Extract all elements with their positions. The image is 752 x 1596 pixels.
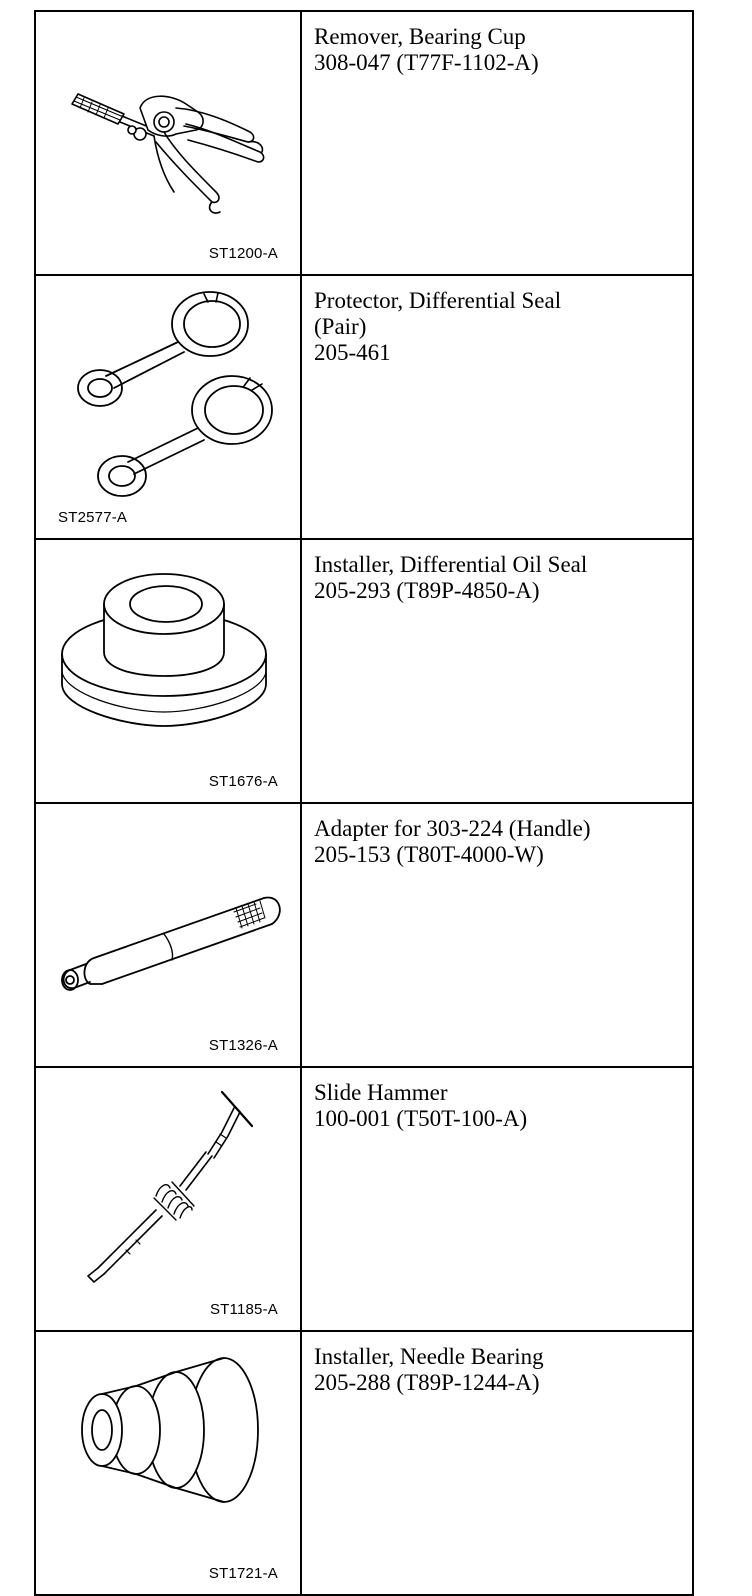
table-row (35, 1331, 693, 1595)
tool-illustration-cell (35, 803, 301, 1067)
tool-illustration-cell (35, 275, 301, 539)
tool-description-cell (301, 803, 693, 1067)
tool-illustration-cell (35, 1331, 301, 1595)
table-row (35, 275, 693, 539)
table-row (35, 1067, 693, 1331)
tool-description-cell (301, 1067, 693, 1331)
tool-name: Remover, Bearing Cup (314, 24, 526, 49)
table-row (35, 803, 693, 1067)
table-row (35, 11, 693, 275)
tool-illustration-cell (35, 1067, 301, 1331)
tool-illustration-cell (35, 11, 301, 275)
image-code: ST1326-A (208, 1037, 278, 1054)
tool-number: 205-293 (T89P-4850-A) (314, 578, 540, 603)
tool-number: 205-153 (T80T-4000-W) (314, 842, 544, 867)
tool-name: Installer, Needle Bearing (314, 1344, 544, 1369)
tool-number: 100-001 (T50T-100-A) (314, 1106, 528, 1131)
tool-name: Adapter for 303-224 (Handle) (314, 816, 591, 841)
bearing-cup-remover-icon (36, 12, 300, 262)
differential-seal-protector-icon (36, 276, 300, 526)
tool-name: Slide Hammer (314, 1080, 448, 1105)
tool-description-cell (301, 275, 693, 539)
image-code: ST1200-A (208, 245, 278, 262)
image-code: ST1676-A (208, 773, 278, 790)
tool-description-cell (301, 539, 693, 803)
tool-description-cell (301, 1331, 693, 1595)
image-code: ST2577-A (58, 509, 128, 526)
differential-oil-seal-installer-icon (36, 540, 300, 790)
image-code: ST1185-A (209, 1301, 278, 1318)
tool-name: Protector, Differential Seal (314, 288, 562, 313)
tool-description-cell (301, 11, 693, 275)
handle-adapter-icon (36, 804, 300, 1054)
image-code: ST1721-A (208, 1565, 278, 1582)
table-row (35, 539, 693, 803)
tool-number: 205-461 (314, 340, 391, 365)
tool-name: Installer, Differential Oil Seal (314, 552, 588, 577)
tool-qualifier: (Pair) (314, 314, 367, 339)
tool-number: 205-288 (T89P-1244-A) (314, 1370, 540, 1395)
tool-number: 308-047 (T77F-1102-A) (314, 50, 539, 75)
special-tools-table (34, 10, 694, 1596)
slide-hammer-icon (36, 1068, 300, 1318)
tool-illustration-cell (35, 539, 301, 803)
needle-bearing-installer-icon (36, 1332, 300, 1582)
